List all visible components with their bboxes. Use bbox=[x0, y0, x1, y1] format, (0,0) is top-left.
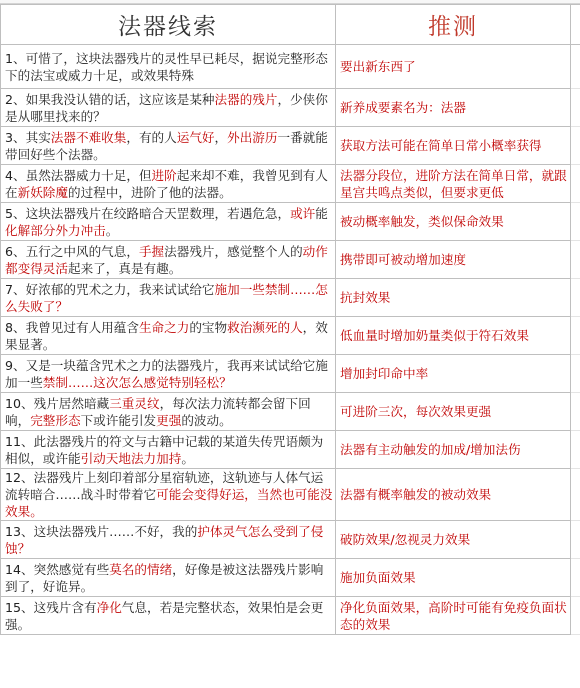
table-row bbox=[1, 521, 580, 559]
clue-text: 下或许能引发 bbox=[80, 412, 157, 428]
inference-cell[interactable]: 低血量时增加奶量类似于符石效果 bbox=[336, 317, 571, 355]
clue-text: 14、突然感觉有些 bbox=[5, 561, 110, 577]
table-row bbox=[1, 89, 580, 127]
header-clue[interactable]: 法器线索 bbox=[1, 5, 336, 45]
clue-cell[interactable] bbox=[1, 317, 336, 355]
empty-cell[interactable] bbox=[571, 431, 580, 469]
clue-highlight: 外出游历 bbox=[227, 129, 278, 145]
table-row bbox=[1, 241, 580, 279]
clue-text: 2、如果我没认错的话，这应该是某种 bbox=[5, 91, 215, 107]
empty-cell[interactable] bbox=[571, 393, 580, 431]
clue-cell[interactable] bbox=[1, 469, 336, 521]
clue-cell[interactable] bbox=[1, 279, 336, 317]
clue-highlight: 化解部分外力冲击 bbox=[5, 222, 106, 238]
table-row bbox=[1, 203, 580, 241]
clue-text: 起来却不难，我曾见到有人在 bbox=[5, 167, 328, 200]
clue-highlight: 生命之力 bbox=[138, 319, 190, 335]
clue-highlight: 新妖除魔 bbox=[17, 184, 68, 200]
empty-cell[interactable] bbox=[571, 165, 580, 203]
clue-text: 法器残片，感觉整个人的 bbox=[164, 243, 303, 259]
table-row bbox=[1, 355, 580, 393]
table-row bbox=[1, 431, 580, 469]
table-body bbox=[1, 45, 580, 635]
clue-highlight: 手握 bbox=[138, 243, 165, 259]
inference-cell[interactable]: 净化负面效果，高阶时可能有免疫负面状态的效果 bbox=[336, 597, 571, 635]
table-row bbox=[1, 127, 580, 165]
clue-highlight: 或许 bbox=[290, 205, 316, 221]
clue-highlight: 禁制……这次怎么感觉特别轻松？ bbox=[42, 374, 232, 390]
clue-text: 5、这块法器残片在绞路暗合天罡数理，若遇危急， bbox=[5, 205, 291, 221]
clue-text: 9、又是一块蕴含咒术之力的法器残片，我再来试试给它施加一些 bbox=[5, 357, 328, 390]
empty-cell[interactable] bbox=[571, 279, 580, 317]
empty-cell[interactable] bbox=[571, 355, 580, 393]
clue-highlight: 进阶 bbox=[151, 167, 177, 183]
inference-cell[interactable]: 获取方法可能在简单日常小概率获得 bbox=[336, 127, 571, 165]
clue-text: 3、其实 bbox=[5, 129, 51, 145]
table-row bbox=[1, 45, 580, 89]
table-row bbox=[1, 559, 580, 597]
inference-cell[interactable]: 携带即可被动增加速度 bbox=[336, 241, 571, 279]
table-row bbox=[1, 165, 580, 203]
clue-text: 。 bbox=[181, 450, 194, 466]
clue-cell[interactable] bbox=[1, 203, 336, 241]
clue-text: ，效果显著。 bbox=[5, 319, 328, 352]
inference-cell[interactable]: 法器有主动触发的加成/增加法伤 bbox=[336, 431, 571, 469]
clue-highlight: 完整形态 bbox=[30, 412, 81, 428]
clue-highlight: 施加一些禁制……怎么失败了？ bbox=[5, 281, 328, 314]
clue-text: 能 bbox=[315, 205, 328, 221]
clue-highlight: 护体灵气怎么受到了侵蚀？ bbox=[5, 523, 324, 556]
empty-cell[interactable] bbox=[571, 559, 580, 597]
clue-text: 的宝物 bbox=[189, 319, 228, 335]
clue-text: 6、五行之中风的气息， bbox=[5, 243, 139, 259]
clue-highlight: 可能会变得好运，当然也可能没效果。 bbox=[5, 487, 333, 519]
inference-cell[interactable]: 破防效果/忽视灵力效果 bbox=[336, 521, 571, 559]
empty-cell[interactable] bbox=[571, 469, 580, 521]
clue-highlight: 莫名的情绪 bbox=[109, 561, 173, 577]
clue-text: 12、法器残片上刻印着部分星宿轨迹，这轨迹与人体气运流转暗合……战斗时带着它 bbox=[5, 470, 324, 502]
inference-cell[interactable]: 新养成要素名为：法器 bbox=[336, 89, 571, 127]
clue-cell[interactable] bbox=[1, 45, 336, 89]
table-row bbox=[1, 317, 580, 355]
empty-cell[interactable] bbox=[571, 317, 580, 355]
clue-text: 的波动。 bbox=[181, 412, 232, 428]
clue-text: ，好像是被这法器残片影响到了，好诡异。 bbox=[5, 561, 324, 594]
clue-text: 8、我曾见过有人用蕴含 bbox=[5, 319, 139, 335]
clue-text: 4、虽然法器威力十足，但 bbox=[5, 167, 152, 183]
clue-text: ，有的人 bbox=[126, 129, 177, 145]
clue-table bbox=[0, 4, 580, 635]
inference-cell[interactable]: 抗封效果 bbox=[336, 279, 571, 317]
header-row bbox=[1, 5, 580, 45]
clue-cell[interactable] bbox=[1, 559, 336, 597]
clue-cell[interactable] bbox=[1, 431, 336, 469]
clue-highlight: 救治濒死的人 bbox=[227, 319, 303, 335]
inference-cell[interactable]: 可进阶三次，每次效果更强 bbox=[336, 393, 571, 431]
clue-text: ，少侠你是从哪里找来的？ bbox=[5, 91, 328, 124]
clue-text: 7、好浓郁的咒术之力，我来试试给它 bbox=[5, 281, 215, 297]
clue-highlight: 运气好 bbox=[176, 129, 215, 145]
clue-text: 一番就能带回好些个法器。 bbox=[5, 129, 328, 162]
clue-highlight: 法器的残片 bbox=[214, 91, 278, 107]
clue-cell[interactable] bbox=[1, 165, 336, 203]
clue-text: 气息，若是完整状态，效果怕是会更强。 bbox=[5, 599, 324, 632]
empty-cell[interactable] bbox=[571, 89, 580, 127]
inference-cell[interactable]: 施加负面效果 bbox=[336, 559, 571, 597]
clue-text: 的过程中，进阶了他的法器。 bbox=[67, 184, 232, 200]
header-inference[interactable]: 推测 bbox=[336, 5, 571, 45]
clue-cell[interactable] bbox=[1, 393, 336, 431]
clue-highlight: 动作都变得灵活 bbox=[5, 243, 328, 276]
clue-cell[interactable] bbox=[1, 597, 336, 635]
empty-cell[interactable] bbox=[571, 203, 580, 241]
clue-text: 15、这残片含有 bbox=[5, 599, 97, 615]
clue-cell[interactable] bbox=[1, 241, 336, 279]
empty-cell[interactable] bbox=[571, 127, 580, 165]
empty-cell[interactable] bbox=[571, 597, 580, 635]
empty-column[interactable] bbox=[571, 5, 580, 45]
inference-cell[interactable]: 法器有概率触发的被动效果 bbox=[336, 469, 571, 521]
clue-cell[interactable] bbox=[1, 127, 336, 165]
clue-highlight: 净化 bbox=[96, 599, 122, 615]
clue-text: ， bbox=[214, 129, 228, 145]
clue-text: 。 bbox=[105, 222, 119, 238]
clue-text: 起来了，真是有趣。 bbox=[67, 260, 182, 276]
table-row bbox=[1, 469, 580, 521]
clue-cell[interactable] bbox=[1, 89, 336, 127]
table-row bbox=[1, 279, 580, 317]
empty-cell[interactable] bbox=[571, 241, 580, 279]
inference-cell[interactable]: 法器分段位，进阶方法在简单日常，就跟星宫共鸣点类似，但要求更低 bbox=[336, 165, 571, 203]
clue-text: 11、此法器残片的符文与古籍中记载的某道失传咒语颇为相似，或许能 bbox=[5, 433, 324, 466]
clue-text: 13、这块法器残片……不好，我的 bbox=[5, 523, 198, 539]
clue-text: ，每次法力流转都会留下回响， bbox=[5, 395, 311, 428]
clue-text: 10、残片居然暗藏 bbox=[5, 395, 110, 411]
empty-cell[interactable] bbox=[571, 521, 580, 559]
clue-cell[interactable] bbox=[1, 521, 336, 559]
inference-cell[interactable]: 要出新东西了 bbox=[336, 45, 571, 89]
clue-text: 1、可惜了，这块法器残片的灵性早已耗尽，据说完整形态下的法宝或威力十足，或效果特殊 bbox=[5, 50, 328, 83]
clue-highlight: 更强 bbox=[156, 412, 182, 428]
inference-cell[interactable]: 增加封印命中率 bbox=[336, 355, 571, 393]
clue-cell[interactable] bbox=[1, 355, 336, 393]
clue-highlight: 法器不难收集 bbox=[50, 129, 127, 145]
clue-highlight: 三重灵纹 bbox=[109, 395, 160, 411]
table-row bbox=[1, 597, 580, 635]
table-row bbox=[1, 393, 580, 431]
empty-cell[interactable] bbox=[571, 45, 580, 89]
inference-cell[interactable]: 被动概率触发，类似保命效果 bbox=[336, 203, 571, 241]
clue-highlight: 引动天地法力加持 bbox=[80, 450, 182, 466]
